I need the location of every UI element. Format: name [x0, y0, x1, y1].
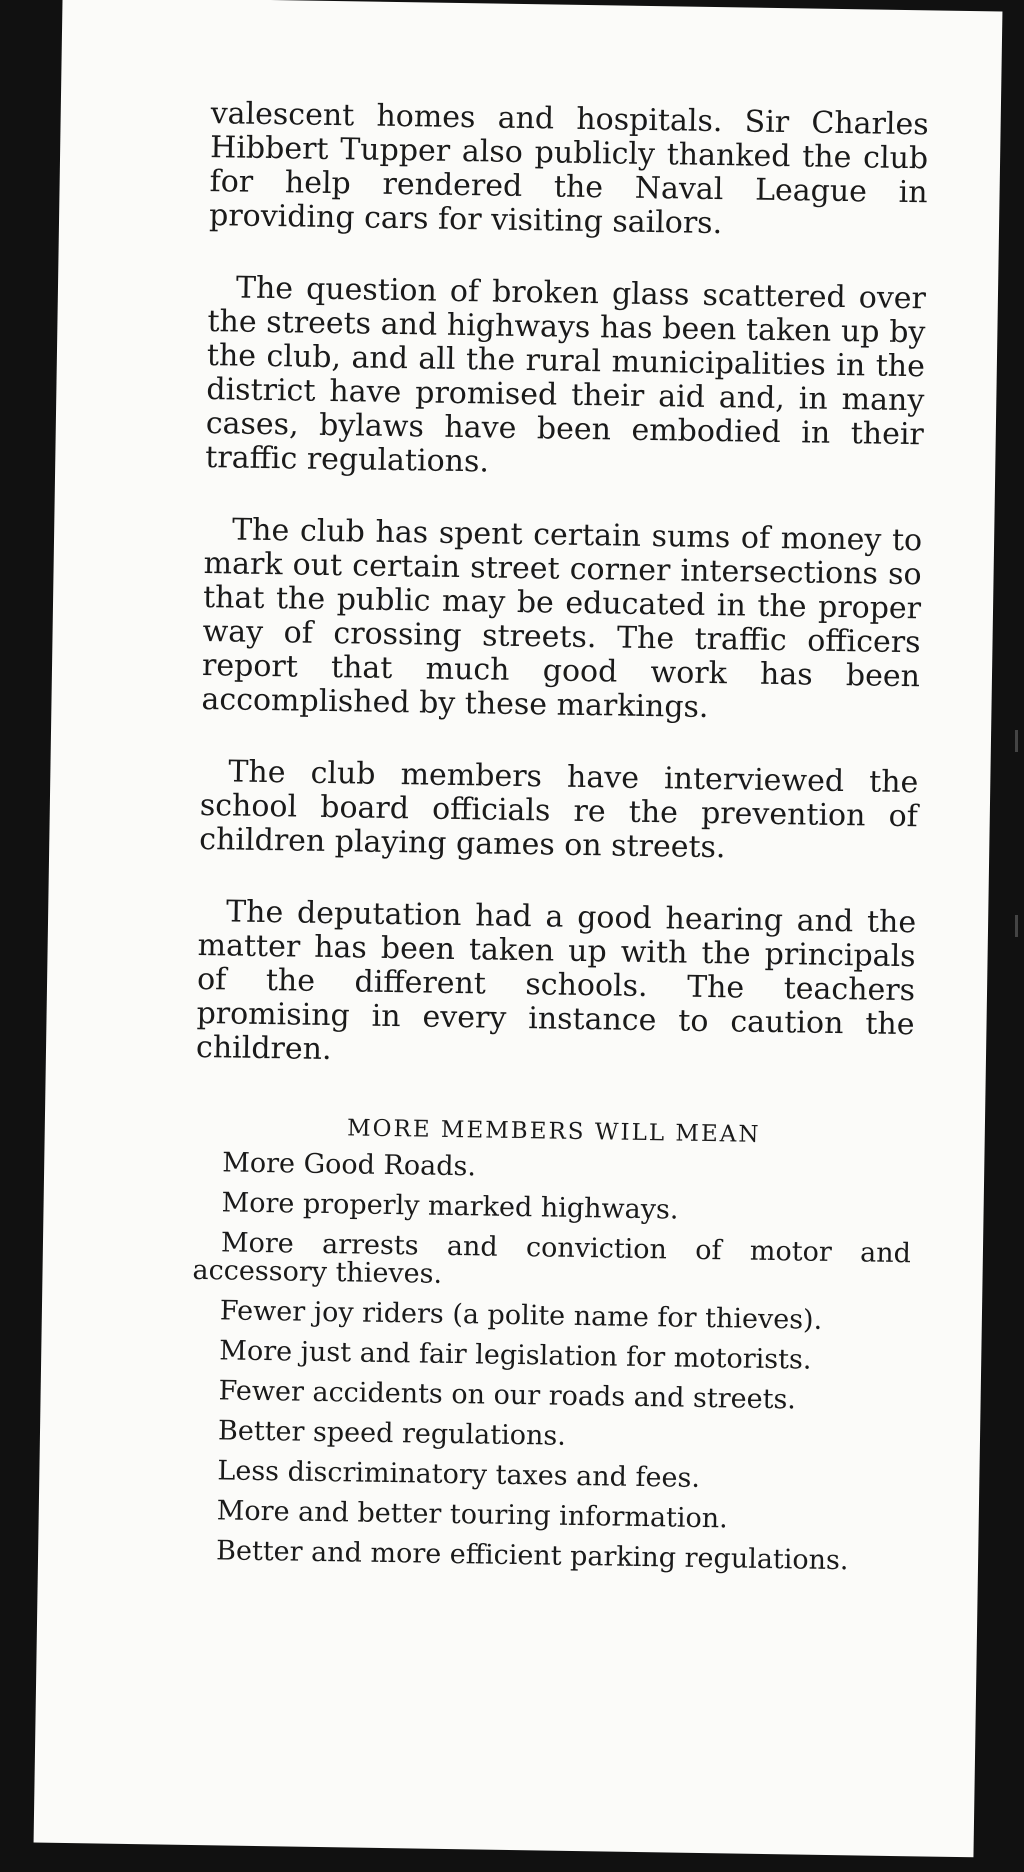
paragraph-broken-glass: The question of broken glass scattered over the streets and highways has been taken up by the club, and all the rural municipalities in the district have promised their aid and, in many cases, bylaws have been embodied in their traffic regulations.: [205, 270, 927, 480]
list-item: More properly marked highways.: [221, 1187, 679, 1226]
list-heading: MORE MEMBERS WILL MEAN: [346, 1115, 761, 1148]
page-edge-mark: [1015, 915, 1018, 937]
list-item: Fewer accidents on our roads and streets.: [218, 1375, 797, 1416]
page-edge-mark: [1015, 730, 1018, 752]
list-item: More arrests and conviction of motor and accessory thieves.: [192, 1227, 912, 1290]
paragraph-street-markings: The club has spent certain sums of money to mark out certain street corner intersections so that the public may be educated in the proper way of crossing streets. The traffic officers report that much good work has been accomplished by these markings.: [201, 512, 923, 725]
paragraph-school-board: The club members have interviewed the school board officials re the prevention of children playing games on streets.: [199, 754, 919, 866]
list-item: Better speed regulations.: [217, 1415, 567, 1452]
benefits-list: [188, 1149, 912, 1576]
list-item: Less discriminatory taxes and fees.: [217, 1455, 701, 1494]
list-item: More Good Roads.: [222, 1147, 477, 1183]
list-item: More and better touring information.: [216, 1495, 729, 1535]
document-body: [188, 97, 929, 1588]
paragraph-deputation: The deputation had a good hearing and the matter has been taken up with the principals of the different schools. The teachers promising in every instance to caution the children.: [195, 894, 917, 1068]
paragraph-hospitals: valescent homes and hospitals. Sir Charles Hibbert Tupper also publicly thanked the club for help rendered the Naval League in providing cars for visiting sailors.: [208, 96, 929, 242]
list-item: Fewer joy riders (a polite name for thieves).: [219, 1295, 823, 1336]
list-item: More just and fair legislation for motorists.: [219, 1335, 812, 1376]
list-item: Better and more efficient parking regulations.: [215, 1535, 849, 1577]
document-page: [34, 0, 1003, 1857]
